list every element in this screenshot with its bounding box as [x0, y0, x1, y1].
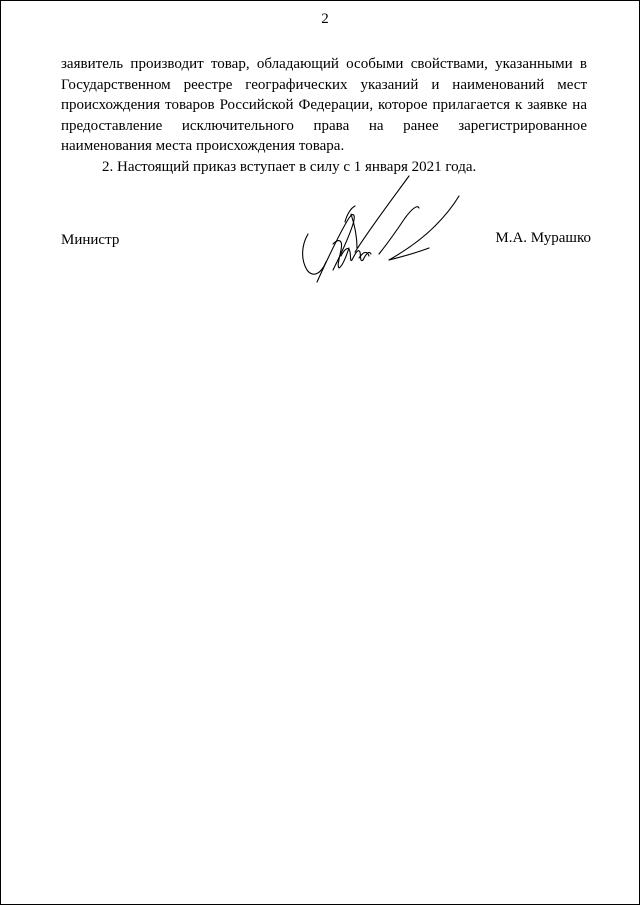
paragraph-effective-date: 2. Настоящий приказ вступает в силу с 1 января 2021 года. — [102, 158, 477, 175]
signer-name: М.А. Мурашко — [495, 230, 591, 246]
page-number: 2 — [321, 11, 329, 27]
handwritten-signature — [293, 174, 473, 286]
signer-role: Министр — [61, 232, 120, 248]
document-body — [61, 54, 587, 178]
paragraph-requirement-text: заявитель производит товар, обладающий особыми свойствами, указанными в Государственном реестре географических указаний и наименований мест происхождения товаров Российской Федерации, которое прилагается к заявке на предоставление исключительного права на ранее зарегистрированное наименования места происхождения товара. — [61, 56, 587, 155]
